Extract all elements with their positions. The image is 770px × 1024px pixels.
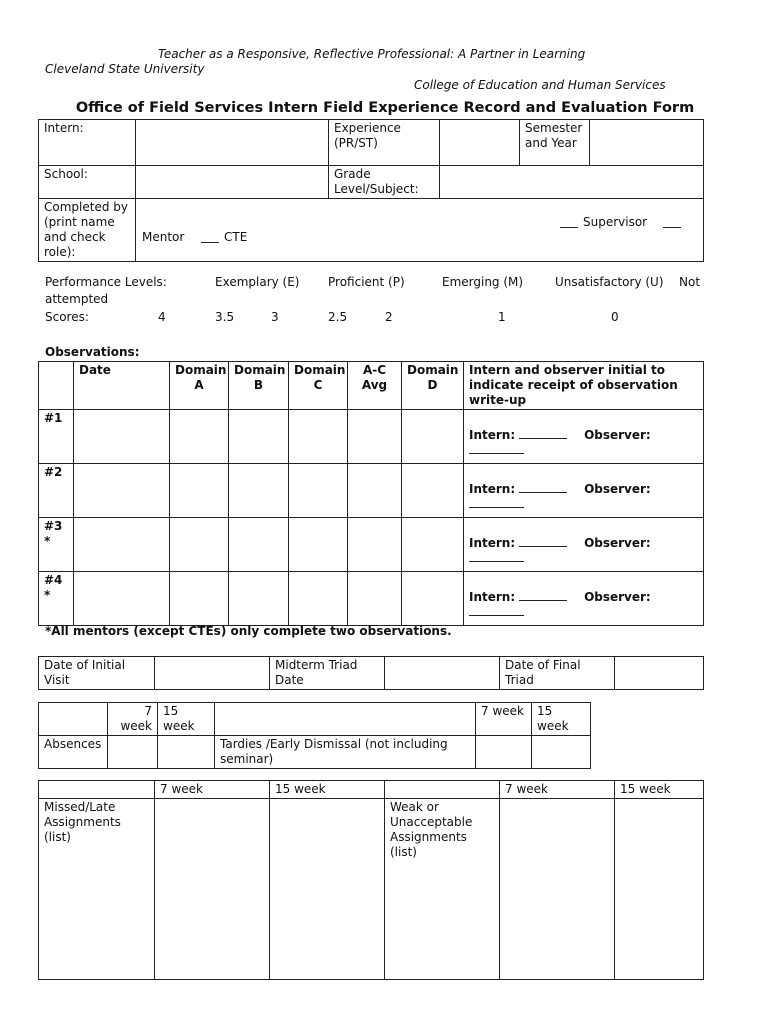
missed-15-week-field[interactable]	[270, 799, 385, 980]
intern-initial-label: Intern:	[469, 428, 516, 442]
completed-by-label: Completed by (print name and check role):	[39, 199, 136, 262]
obs-date-cell[interactable]	[74, 572, 170, 626]
obs-avg-cell[interactable]	[348, 410, 402, 464]
obs-domain-d-cell[interactable]	[402, 572, 464, 626]
attendance-header-spacer	[215, 703, 476, 736]
mentor-label: Mentor	[142, 230, 185, 244]
obs-domain-b-cell[interactable]	[229, 572, 289, 626]
obs-row-number: #3 *	[39, 518, 74, 572]
assignments-header-spacer	[385, 781, 500, 799]
obs-initials-cell[interactable]	[464, 464, 704, 518]
form-title: Office of Field Services Intern Field Experience Record and Evaluation Form	[75, 100, 695, 116]
missed-assignments-label: Missed/Late Assignments (list)	[39, 799, 155, 980]
missed-7-week-header: 7 week	[155, 781, 270, 799]
performance-label: Performance Levels:	[45, 275, 167, 289]
score-1: 1	[498, 310, 506, 324]
observations-footnote: *All mentors (except CTEs) only complete two observations.	[45, 624, 452, 638]
obs-header-domain-c: Domain C	[289, 362, 348, 410]
weak-15-week-header: 15 week	[615, 781, 704, 799]
obs-domain-a-cell[interactable]	[170, 410, 229, 464]
score-4: 4	[158, 310, 166, 324]
absence-15-week-header: 15 week	[158, 703, 215, 736]
final-triad-label: Date of Final Triad	[500, 657, 615, 690]
weak-assignments-label: Weak or Unacceptable Assignments (list)	[385, 799, 500, 980]
intern-field[interactable]	[136, 120, 329, 166]
obs-domain-b-cell[interactable]	[229, 464, 289, 518]
obs-domain-d-cell[interactable]	[402, 464, 464, 518]
tardy-7-week-header: 7 week	[476, 703, 532, 736]
assignments-header-blank	[39, 781, 155, 799]
observations-heading: Observations:	[45, 345, 140, 359]
level-not-attempted: Not	[679, 275, 701, 289]
score-2-5: 2.5	[328, 310, 348, 324]
intern-initial-label: Intern:	[469, 590, 516, 604]
level-proficient: Proficient (P)	[328, 275, 405, 289]
final-triad-field[interactable]	[615, 657, 704, 690]
obs-header-domain-a: Domain A	[170, 362, 229, 410]
attendance-header-blank	[39, 703, 108, 736]
absences-7-week-field[interactable]	[108, 736, 158, 769]
obs-domain-c-cell[interactable]	[289, 572, 348, 626]
info-table	[38, 119, 704, 262]
obs-avg-cell[interactable]	[348, 572, 402, 626]
obs-domain-b-cell[interactable]	[229, 518, 289, 572]
tardies-7-week-field[interactable]	[476, 736, 532, 769]
obs-header-initials: Intern and observer initial to indicate receipt of observation write-up	[464, 362, 704, 410]
obs-domain-a-cell[interactable]	[170, 464, 229, 518]
tagline: Teacher as a Responsive, Reflective Professional: A Partner in Learning	[158, 47, 586, 61]
school-label: School:	[39, 166, 136, 199]
obs-date-cell[interactable]	[74, 518, 170, 572]
obs-domain-b-cell[interactable]	[229, 410, 289, 464]
obs-initials-cell[interactable]	[464, 410, 704, 464]
table-row	[39, 518, 704, 572]
observer-initial-label: Observer:	[584, 428, 651, 442]
obs-header-domain-d: Domain D	[402, 362, 464, 410]
absences-15-week-field[interactable]	[158, 736, 215, 769]
tardies-label: Tardies /Early Dismissal (not including seminar)	[215, 736, 476, 769]
visit-dates-table	[38, 656, 704, 690]
obs-domain-c-cell[interactable]	[289, 410, 348, 464]
obs-date-cell[interactable]	[74, 410, 170, 464]
score-0: 0	[611, 310, 619, 324]
obs-domain-d-cell[interactable]	[402, 518, 464, 572]
level-not-attempted-wrap: attempted	[45, 292, 109, 306]
grade-field[interactable]	[440, 166, 704, 199]
intern-initial-label: Intern:	[469, 482, 516, 496]
missed-15-week-header: 15 week	[270, 781, 385, 799]
obs-date-cell[interactable]	[74, 464, 170, 518]
cte-label: CTE	[224, 230, 248, 244]
semester-field[interactable]	[590, 120, 704, 166]
level-emerging: Emerging (M)	[442, 275, 524, 289]
experience-label: Experience (PR/ST)	[329, 120, 440, 166]
semester-label: Semester and Year	[520, 120, 590, 166]
intern-initial-label: Intern:	[469, 536, 516, 550]
cte-checkbox-line[interactable]	[201, 242, 219, 243]
obs-row-number: #4 *	[39, 572, 74, 626]
observer-initial-label: Observer:	[584, 536, 651, 550]
obs-header-domain-b: Domain B	[229, 362, 289, 410]
table-row	[39, 572, 704, 626]
obs-domain-a-cell[interactable]	[170, 518, 229, 572]
obs-domain-c-cell[interactable]	[289, 464, 348, 518]
supervisor-label: Supervisor	[583, 215, 648, 229]
absence-7-week-header: 7 week	[108, 703, 158, 736]
school-field[interactable]	[136, 166, 329, 199]
obs-avg-cell[interactable]	[348, 518, 402, 572]
experience-field[interactable]	[440, 120, 520, 166]
obs-avg-cell[interactable]	[348, 464, 402, 518]
tardies-15-week-field[interactable]	[532, 736, 591, 769]
midterm-triad-field[interactable]	[385, 657, 500, 690]
observer-initial-label: Observer:	[584, 590, 651, 604]
weak-15-week-field[interactable]	[615, 799, 704, 980]
tardy-15-week-header: 15 week	[532, 703, 591, 736]
score-2: 2	[385, 310, 393, 324]
college-name: College of Education and Human Services	[414, 78, 666, 92]
supervisor-checkbox-line[interactable]	[560, 227, 578, 228]
obs-row-number: #2	[39, 464, 74, 518]
table-row	[39, 410, 704, 464]
initial-visit-field[interactable]	[155, 657, 270, 690]
obs-initials-cell[interactable]	[464, 518, 704, 572]
observer-initial-label: Observer:	[584, 482, 651, 496]
weak-7-week-header: 7 week	[500, 781, 615, 799]
observations-table	[38, 361, 704, 626]
midterm-triad-label: Midterm Triad Date	[270, 657, 385, 690]
absences-label: Absences	[39, 736, 108, 769]
supervisor-blank-line[interactable]	[663, 227, 681, 228]
obs-header-number	[39, 362, 74, 410]
weak-7-week-field[interactable]	[500, 799, 615, 980]
table-row	[39, 464, 704, 518]
grade-label: Grade Level/Subject:	[329, 166, 440, 199]
initial-visit-label: Date of Initial Visit	[39, 657, 155, 690]
level-unsatisfactory: Unsatisfactory (U)	[555, 275, 664, 289]
obs-domain-c-cell[interactable]	[289, 518, 348, 572]
missed-7-week-field[interactable]	[155, 799, 270, 980]
score-3: 3	[271, 310, 279, 324]
obs-initials-cell[interactable]	[464, 572, 704, 626]
university-name: Cleveland State University	[45, 62, 205, 76]
obs-domain-d-cell[interactable]	[402, 410, 464, 464]
score-3-5: 3.5	[215, 310, 235, 324]
obs-domain-a-cell[interactable]	[170, 572, 229, 626]
completed-by-field[interactable]	[136, 199, 704, 262]
assignments-table	[38, 780, 704, 980]
intern-label: Intern:	[39, 120, 136, 166]
obs-header-date: Date	[74, 362, 170, 410]
obs-row-number: #1	[39, 410, 74, 464]
level-exemplary: Exemplary (E)	[215, 275, 300, 289]
obs-header-ac-avg: A-C Avg	[348, 362, 402, 410]
attendance-table	[38, 702, 591, 769]
scores-label: Scores:	[45, 310, 89, 324]
